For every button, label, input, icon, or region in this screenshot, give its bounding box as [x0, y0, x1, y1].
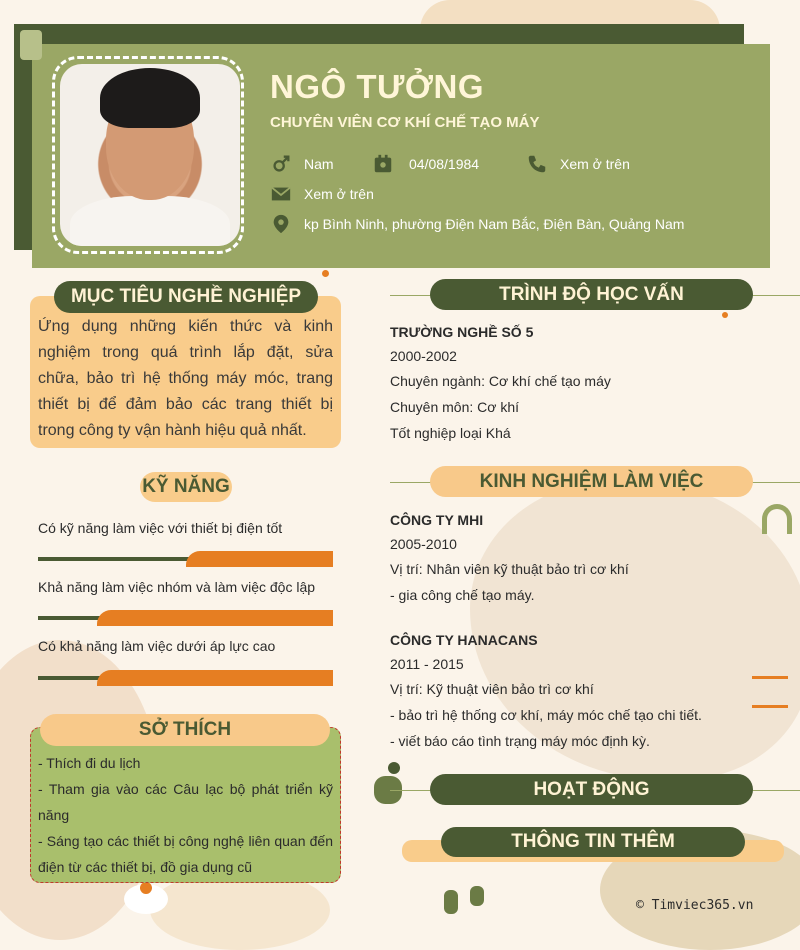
- job-title: CHUYÊN VIÊN CƠ KHÍ CHẾ TẠO MÁY: [270, 114, 540, 131]
- decor-squares: [20, 30, 42, 60]
- birthdate-value: 04/08/1984: [409, 156, 480, 172]
- address-info: [270, 213, 684, 235]
- phone-value: Xem ở trên: [560, 156, 630, 172]
- birthdate-info: [372, 153, 479, 175]
- hobby-item: - Tham gia vào các Câu lạc bộ phát triển kỹ năng: [38, 781, 333, 823]
- location-pin-icon: [270, 213, 292, 235]
- decor-arc: [762, 504, 792, 534]
- hobbies-heading: SỞ THÍCH: [40, 714, 330, 746]
- skill-label: Có kỹ năng làm việc với thiết bị điện tốt: [38, 520, 283, 536]
- skill-bar-fill: [97, 670, 333, 686]
- experience-position: Vị trí: Nhân viên kỹ thuật bảo trì cơ khí: [390, 561, 629, 577]
- experience-position: Vị trí: Kỹ thuật viên bảo trì cơ khí: [390, 681, 594, 697]
- experience-period: 2005-2010: [390, 536, 457, 552]
- education-period: 2000-2002: [390, 348, 457, 364]
- skill-label: Có khả năng làm việc dưới áp lực cao: [38, 638, 276, 654]
- experience-company: CÔNG TY HANACANS: [390, 632, 538, 648]
- skill-bar-fill: [97, 610, 333, 626]
- skill-bar-fill: [186, 551, 334, 567]
- candidate-name: NGÔ TƯỞNG: [270, 68, 485, 105]
- more-info-heading: THÔNG TIN THÊM: [441, 827, 745, 857]
- objective-heading: MỤC TIÊU NGHỀ NGHIỆP: [54, 281, 318, 313]
- experience-detail: - bảo trì hệ thống cơ khí, máy móc chế tạo chi tiết.: [390, 707, 702, 723]
- hobbies-list: [38, 750, 333, 880]
- decor-dot: [322, 270, 329, 277]
- decor-waves: [752, 676, 788, 708]
- avatar: [60, 64, 240, 246]
- experience-company: CÔNG TY MHI: [390, 512, 484, 528]
- education-heading: TRÌNH ĐỘ HỌC VẤN: [430, 279, 753, 310]
- experience-detail: - viết báo cáo tình trạng máy móc định kỳ.: [390, 733, 650, 749]
- skill-bar: [38, 616, 333, 620]
- education-specialty: Chuyên môn: Cơ khí: [390, 399, 520, 415]
- watermark: © Timviec365.vn: [636, 898, 754, 913]
- email-info: [270, 183, 374, 205]
- phone-icon: [526, 153, 548, 175]
- skill-bar: [38, 676, 333, 680]
- decor-dot: [722, 312, 728, 318]
- decor-leaf: [470, 886, 484, 906]
- skills-heading: KỸ NĂNG: [140, 472, 232, 502]
- objective-text: Ứng dụng những kiến thức và kinh nghiệm trong quá trình lắp đặt, sửa chữa, bảo trì hệ thống máy móc, trang thiết bị để đảm bảo các trang thiết bị trong công ty vận hành hiệu quả nhất.: [38, 318, 333, 439]
- decor-leaf: [444, 890, 458, 914]
- hobby-item: - Thích đi du lịch: [38, 755, 141, 771]
- gender-info: [270, 153, 334, 175]
- skill-bar: [38, 557, 333, 561]
- education-school: TRƯỜNG NGHỀ SỐ 5: [390, 324, 534, 340]
- experience-heading: KINH NGHIỆM LÀM VIỆC: [430, 466, 753, 497]
- education-grade: Tốt nghiệp loại Khá: [390, 425, 511, 441]
- skill-label: Khả năng làm việc nhóm và làm việc độc lập: [38, 579, 316, 595]
- education-major: Chuyên ngành: Cơ khí chế tạo máy: [390, 373, 611, 389]
- experience-period: 2011 - 2015: [390, 656, 464, 672]
- phone-info: [526, 153, 630, 175]
- email-value: Xem ở trên: [304, 186, 374, 202]
- hobby-item: - Sáng tạo các thiết bị công nghệ liên quan đến điện từ các thiết bị, đồ gia dụng cũ: [38, 833, 333, 875]
- gender-icon: [270, 153, 292, 175]
- address-value: kp Bình Ninh, phường Điện Nam Bắc, Điện Bàn, Quảng Nam: [304, 216, 685, 232]
- calendar-icon: [372, 153, 394, 175]
- gender-value: Nam: [304, 156, 334, 172]
- experience-detail: - gia công chế tạo máy.: [390, 587, 535, 603]
- decor-dot: [140, 882, 152, 894]
- decor-dot: [388, 762, 400, 774]
- envelope-icon: [270, 183, 292, 205]
- activities-heading: HOẠT ĐỘNG: [430, 774, 753, 805]
